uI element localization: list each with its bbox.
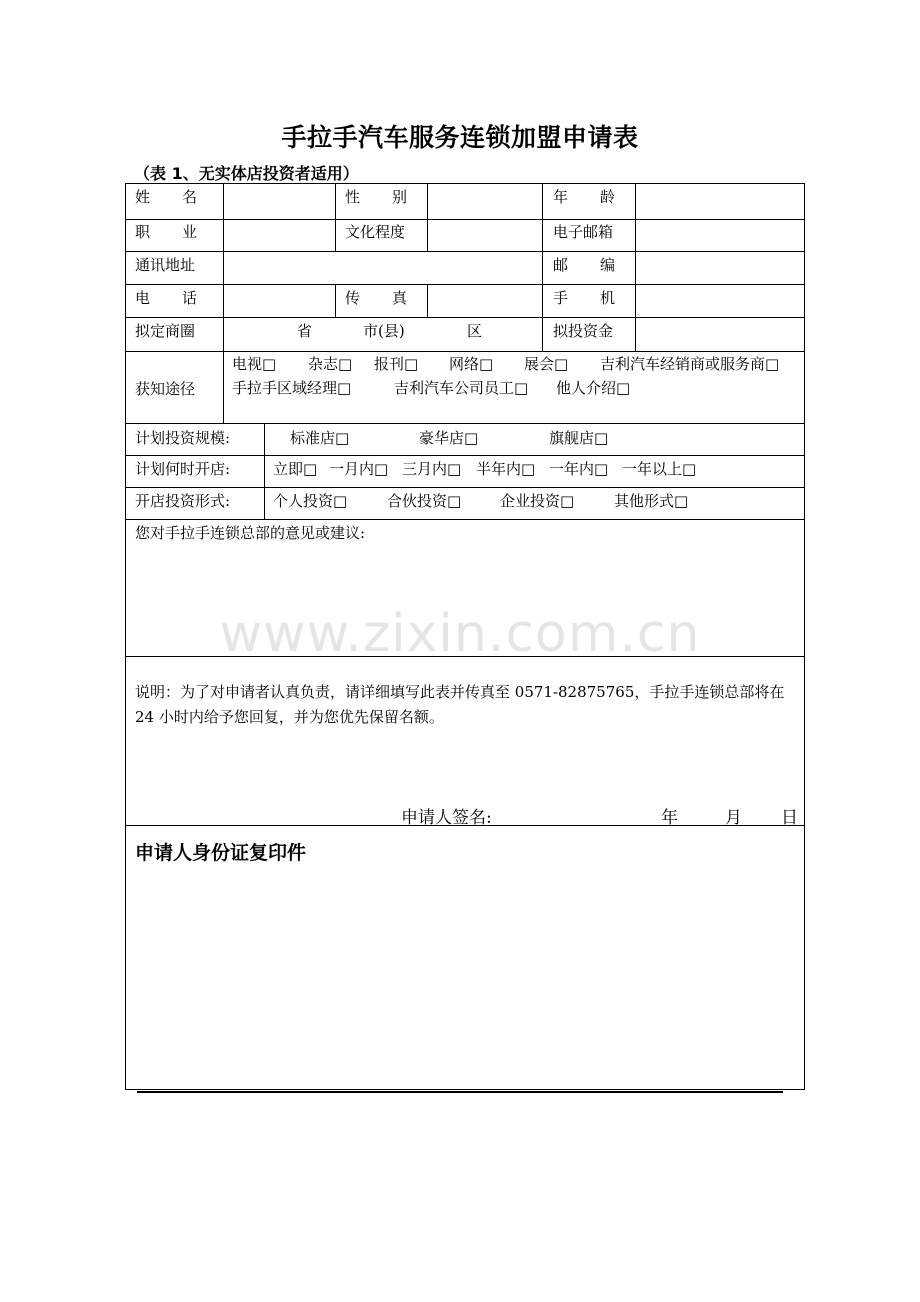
label-mobile: 手 机 xyxy=(553,289,615,307)
date-month-label: 月 xyxy=(725,808,742,828)
scale-option-deluxe[interactable]: 豪华店□ xyxy=(419,429,479,447)
open-option-half-year[interactable]: 半年内□ xyxy=(476,460,536,478)
form-title: 手拉手汽车服务连锁加盟申请表 xyxy=(281,123,639,152)
source-option-internet[interactable]: 网络□ xyxy=(449,355,494,373)
open-option-one-month[interactable]: 一月内□ xyxy=(329,460,389,478)
name-field[interactable] xyxy=(224,186,332,217)
label-email: 电子邮箱 xyxy=(553,223,614,241)
label-invest-form: 开店投资形式: xyxy=(135,492,231,510)
label-city: 市(县) xyxy=(363,322,405,340)
invest-amount-field[interactable] xyxy=(636,318,802,349)
form-option-partnership[interactable]: 合伙投资□ xyxy=(387,492,462,510)
watermark: www.zixin.com.cn xyxy=(219,604,701,664)
label-fax: 传 真 xyxy=(345,289,407,307)
date-year-label: 年 xyxy=(661,808,678,828)
label-open-time: 计划何时开店: xyxy=(135,460,231,478)
label-phone: 电 话 xyxy=(135,289,197,307)
bottom-rule xyxy=(137,1091,783,1093)
label-scale: 计划投资规模: xyxy=(135,429,231,447)
education-field[interactable] xyxy=(428,220,540,249)
label-gender: 性 别 xyxy=(345,188,407,206)
email-field[interactable] xyxy=(636,220,802,249)
form-option-enterprise[interactable]: 企业投资□ xyxy=(500,492,575,510)
form-subtitle: （表 1、无实体店投资者适用） xyxy=(134,164,359,183)
open-option-immediately[interactable]: 立即□ xyxy=(273,460,318,478)
label-province: 省 xyxy=(297,322,313,340)
label-address: 通讯地址 xyxy=(135,256,196,274)
label-age: 年 龄 xyxy=(553,188,615,206)
signature-field[interactable] xyxy=(500,800,650,824)
source-option-magazine[interactable]: 杂志□ xyxy=(308,355,353,373)
source-option-newspaper[interactable]: 报刊□ xyxy=(374,355,419,373)
open-option-three-months[interactable]: 三月内□ xyxy=(402,460,462,478)
phone-field[interactable] xyxy=(224,285,332,315)
occupation-field[interactable] xyxy=(224,220,332,249)
gender-field[interactable] xyxy=(428,186,540,217)
label-education: 文化程度 xyxy=(345,223,406,241)
label-source: 获知途径 xyxy=(135,380,196,398)
source-option-tv[interactable]: 电视□ xyxy=(232,355,277,373)
open-option-one-year[interactable]: 一年内□ xyxy=(549,460,609,478)
scale-option-standard[interactable]: 标准店□ xyxy=(290,429,350,447)
postcode-field[interactable] xyxy=(636,252,802,282)
label-suggestion: 您对手拉手连锁总部的意见或建议: xyxy=(135,524,366,542)
instruction-note: 说明：为了对申请者认真负责，请详细填写此表并传真至 0571-82875765，手拉手连锁总部将在 24 小时内给予您回复，并为您优先保留名额。 xyxy=(135,683,785,726)
label-postcode: 邮 编 xyxy=(553,256,615,274)
suggestion-field[interactable] xyxy=(127,546,803,652)
label-occupation: 职 业 xyxy=(135,223,197,241)
source-option-exhibition[interactable]: 展会□ xyxy=(524,355,569,373)
fax-field[interactable] xyxy=(428,285,540,315)
age-field[interactable] xyxy=(636,186,802,217)
source-option-dealer[interactable]: 吉利汽车经销商或服务商□ xyxy=(600,355,780,373)
source-option-regional-manager[interactable]: 手拉手区域经理□ xyxy=(232,379,352,397)
label-invest-amount: 拟投资金 xyxy=(553,322,614,340)
address-field[interactable] xyxy=(224,252,540,282)
source-option-referral[interactable]: 他人介绍□ xyxy=(556,379,631,397)
label-name: 姓 名 xyxy=(135,188,197,206)
form-option-other[interactable]: 其他形式□ xyxy=(614,492,689,510)
label-area: 区 xyxy=(467,322,483,340)
date-day-label: 日 xyxy=(781,808,798,828)
signature-label: 申请人签名: xyxy=(401,808,492,828)
id-copy-title: 申请人身份证复印件 xyxy=(135,842,307,864)
open-option-over-one-year[interactable]: 一年以上□ xyxy=(622,460,697,478)
source-option-geely-employee[interactable]: 吉利汽车公司员工□ xyxy=(394,379,529,397)
id-copy-area[interactable] xyxy=(127,870,803,1086)
mobile-field[interactable] xyxy=(636,285,802,315)
scale-option-flagship[interactable]: 旗舰店□ xyxy=(549,429,609,447)
form-option-personal[interactable]: 个人投资□ xyxy=(273,492,348,510)
label-district: 拟定商圈 xyxy=(135,322,196,340)
